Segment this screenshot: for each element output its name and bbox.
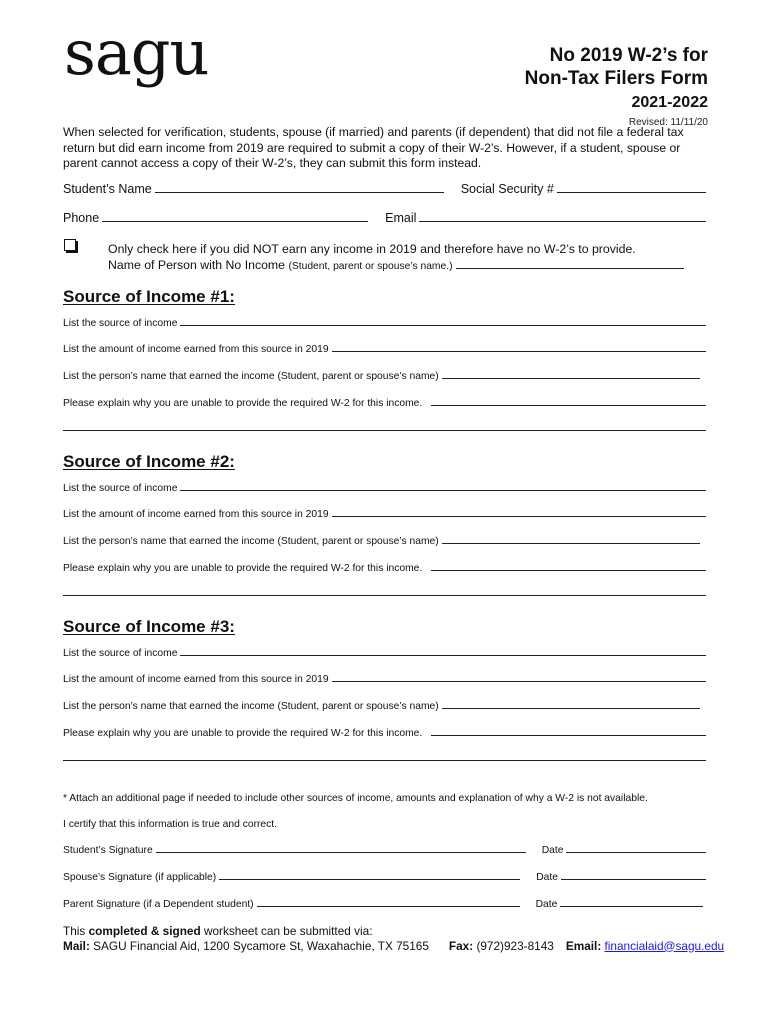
source-heading: Source of Income #1: — [63, 287, 235, 306]
parent-date-field[interactable] — [560, 905, 703, 907]
source-explain-field[interactable] — [431, 569, 706, 571]
certify-statement: I certify that this information is true and correct. — [63, 819, 278, 830]
source-type-row — [63, 318, 706, 329]
source-amount-label: List the amount of income earned from this source in 2019 — [63, 344, 329, 355]
source-explain-field[interactable] — [431, 404, 706, 406]
student-ssn-row — [63, 182, 706, 196]
source-type-field[interactable] — [180, 324, 706, 326]
source-type-row — [63, 648, 706, 659]
email-info — [566, 939, 724, 954]
spouse-signature-field[interactable] — [219, 878, 520, 880]
source-amount-field[interactable] — [332, 350, 706, 352]
fax-label: Fax: — [448, 938, 474, 953]
form-title-line1: No 2019 W-2’s for — [549, 45, 708, 66]
source-amount-row — [63, 509, 706, 520]
form-title-block — [525, 44, 708, 128]
source-amount-label: List the amount of income earned from this source in 2019 — [63, 674, 329, 685]
source-amount-row — [63, 674, 706, 685]
source-type-label: List the source of income — [63, 318, 178, 329]
parent-signature-row — [63, 899, 703, 910]
no-income-name-row — [108, 257, 684, 275]
spouse-signature-label: Spouse’s Signature (if applicable) — [63, 872, 217, 883]
student-name-label: Student’s Name — [63, 182, 152, 196]
source-amount-field[interactable] — [332, 680, 706, 682]
phone-email-row — [63, 211, 706, 225]
source-earner-row — [63, 536, 700, 547]
mail-info — [63, 939, 429, 954]
no-income-name-field[interactable] — [456, 267, 684, 269]
phone-field[interactable] — [102, 220, 368, 222]
source-explain-row — [63, 398, 706, 409]
attach-note: * Attach an additional page if needed to include other sources of income, amounts and explanation of why a W-2 is not available. — [63, 793, 648, 804]
no-income-name-hint: (Student, parent or spouse’s name.) — [288, 261, 453, 272]
student-date-label: Date — [541, 845, 564, 856]
email-link[interactable]: financialaid@sagu.edu — [604, 938, 725, 953]
source-type-row — [63, 483, 706, 494]
source-amount-row — [63, 344, 706, 355]
source-explain-label: Please explain why you are unable to provide the required W-2 for this income. — [63, 398, 423, 409]
source-earner-label: List the person’s name that earned the income (Student, parent or spouse’s name) — [63, 371, 439, 382]
spouse-date-label: Date — [536, 872, 558, 883]
source-amount-field[interactable] — [332, 515, 706, 517]
source-type-label: List the source of income — [63, 648, 178, 659]
student-date-field[interactable] — [566, 851, 706, 853]
intro-paragraph: When selected for verification, students, spouse (if married) and parents (if dependent) that did not file a federal tax return but did earn income from 2019 are required to submit a copy of their W-2’s. However, if a student, spouse or parent cannot access a copy of their W-2’s, they can submit this form instead. — [63, 125, 684, 170]
source-type-label: List the source of income — [63, 483, 178, 494]
no-income-name-label: Name of Person with No Income — [108, 258, 286, 272]
source-amount-label: List the amount of income earned from this source in 2019 — [63, 509, 329, 520]
email-field[interactable] — [419, 220, 706, 222]
source-explain-line-2[interactable] — [63, 430, 706, 431]
phone-label: Phone — [63, 211, 100, 225]
source-type-field[interactable] — [180, 489, 706, 491]
source-explain-label: Please explain why you are unable to provide the required W-2 for this income. — [63, 728, 423, 739]
form-title-line2: Non-Tax Filers Form — [524, 68, 708, 89]
student-name-field[interactable] — [155, 191, 444, 193]
submit-instructions: This completed & signed worksheet can be submitted via: — [63, 924, 373, 938]
student-signature-row — [63, 845, 706, 856]
mail-label: Mail: — [63, 938, 90, 953]
spouse-signature-row — [63, 872, 706, 883]
source-earner-label: List the person’s name that earned the income (Student, parent or spouse’s name) — [63, 701, 439, 712]
source-heading: Source of Income #3: — [63, 617, 235, 636]
source-explain-row — [63, 728, 706, 739]
award-year: 2021-2022 — [631, 94, 708, 111]
source-earner-label: List the person’s name that earned the income (Student, parent or spouse’s name) — [63, 536, 439, 547]
submission-footer — [63, 924, 725, 953]
source-earner-row — [63, 371, 700, 382]
contact-row — [63, 938, 725, 954]
source-earner-field[interactable] — [442, 377, 700, 379]
no-income-checkbox[interactable] — [64, 239, 76, 251]
source-explain-line-2[interactable] — [63, 595, 706, 596]
no-income-statement: Only check here if you did NOT earn any income in 2019 and therefore have no W-2’s to provide. — [108, 242, 636, 256]
sagu-logo: sagu — [64, 16, 209, 89]
source-explain-line-2[interactable] — [63, 760, 706, 761]
source-heading: Source of Income #2: — [63, 452, 235, 471]
source-explain-row — [63, 563, 706, 574]
parent-signature-field[interactable] — [257, 905, 520, 907]
spouse-date-field[interactable] — [561, 878, 706, 880]
source-earner-field[interactable] — [442, 707, 700, 709]
source-explain-label: Please explain why you are unable to provide the required W-2 for this income. — [63, 563, 423, 574]
mail-address: SAGU Financial Aid, 1200 Sycamore St, Waxahachie, TX 75165 — [93, 938, 429, 953]
ssn-field[interactable] — [557, 191, 706, 193]
source-earner-row — [63, 701, 700, 712]
parent-date-label: Date — [535, 899, 558, 910]
source-earner-field[interactable] — [442, 542, 700, 544]
fax-info — [449, 939, 554, 954]
email-label: Email — [385, 211, 417, 225]
source-type-field[interactable] — [180, 654, 706, 656]
no-income-text — [108, 241, 684, 275]
parent-signature-label: Parent Signature (if a Dependent student) — [63, 899, 254, 910]
revised-date: Revised: 11/11/20 — [628, 117, 708, 128]
source-explain-field[interactable] — [431, 734, 706, 736]
ssn-label: Social Security # — [460, 182, 554, 196]
email-contact-label: Email: — [565, 938, 602, 953]
fax-number: (972)923-8143 — [476, 938, 554, 953]
student-signature-label: Student’s Signature — [63, 845, 153, 856]
student-signature-field[interactable] — [156, 851, 526, 853]
